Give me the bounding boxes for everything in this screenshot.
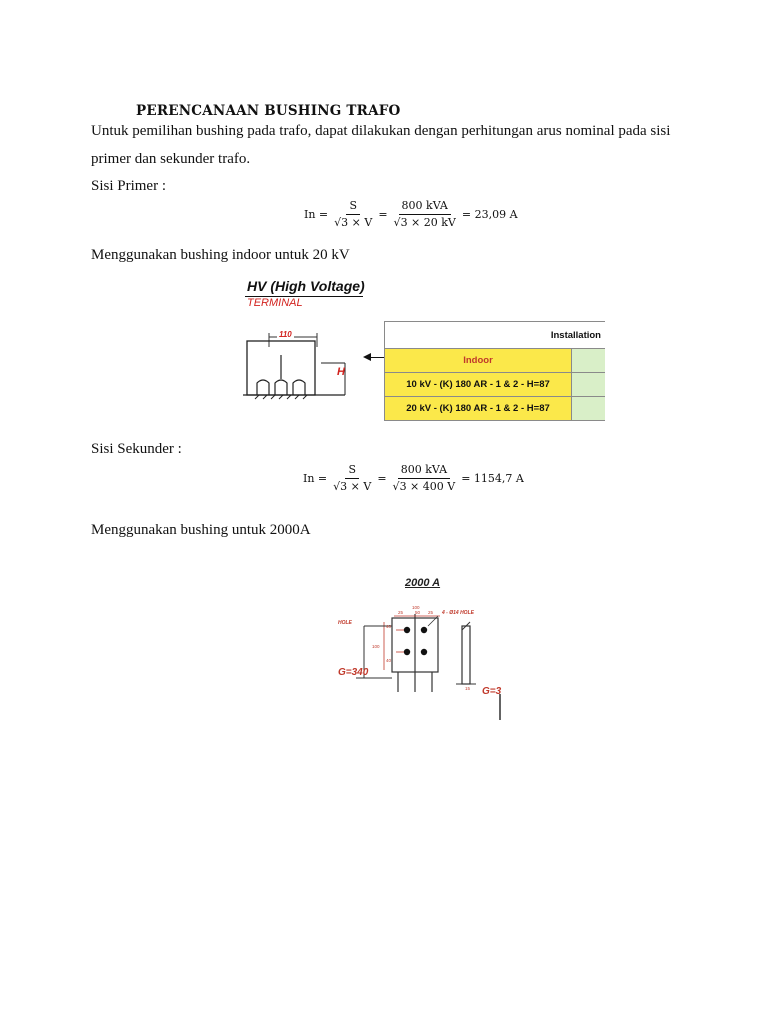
table-cell [572,397,606,421]
installation-table [384,321,605,421]
arrow-left-icon [363,353,371,361]
secondary-formula [303,463,524,494]
fraction-numerator: S [346,199,360,215]
hv-figure-subtitle: TERMINAL [247,297,303,309]
fraction-numerator: 800 kVA [399,199,451,215]
dim-top-1: 100 [412,605,420,610]
secondary-note: Menggunakan bushing untuk 2000A [91,522,311,538]
table-header: Installation [385,322,606,349]
fraction-numerator: 800 kVA [398,463,450,479]
lv-figure-title: 2000 A [405,577,441,589]
document-title: PERENCANAAN BUSHING TRAFO [136,103,401,119]
fraction-denominator: √3 × V [334,216,373,229]
formula-lhs: In = [303,472,328,485]
formula-result: = 23,09 A [461,208,518,221]
formula-equals: = [378,208,388,221]
dim-top-2: 50 [415,610,421,615]
dim-top-3: 25 [428,610,434,615]
intro-line-1: Untuk pemilihan bushing pada trafo, dapat dilakukan dengan perhitungan arus nominal pada sisi [91,123,671,139]
dim-top-0: 25 [398,610,404,615]
dim-side-0: 40 [386,624,392,629]
formula-fraction-2 [391,199,459,230]
hv-figure-title: HV (High Voltage) [247,278,365,294]
hole-left-label: HOLE [338,620,352,626]
primary-note: Menggunakan bushing indoor untuk 20 kV [91,247,350,263]
table-cell [572,373,606,397]
g-left-label: G=340 [338,667,369,678]
indoor-cell: Indoor [385,349,572,373]
fraction-numerator: S [345,463,359,479]
formula-fraction-1 [330,463,374,494]
hole-label: 4 - Ø14 HOLE [442,610,474,616]
fraction-denominator: √3 × V [333,480,372,493]
table-row: 10 kV - (K) 180 AR - 1 & 2 - H=87 [385,373,572,397]
hv-terminal-drawing [233,321,383,411]
dim-side-2: 40 [386,658,392,663]
formula-result: = 1154,7 A [461,472,524,485]
g-right-label: G=3 [482,686,502,697]
sqrt-icon: √ [392,480,400,493]
fraction-denominator: √3 × 20 kV [393,216,456,229]
width-dimension: 110 [279,330,292,339]
dim-side-1: 100 [372,644,380,649]
lv-terminal-figure [336,574,504,722]
sqrt-icon: √ [334,216,342,229]
table-cell [572,349,606,373]
table-row: 20 kV - (K) 180 AR - 1 & 2 - H=87 [385,397,572,421]
height-dimension: H [337,366,345,378]
primary-formula [304,199,518,230]
secondary-label: Sisi Sekunder : [91,441,182,457]
formula-fraction-1 [331,199,375,230]
formula-equals: = [377,472,387,485]
sqrt-icon: √ [333,480,341,493]
formula-fraction-2 [390,463,459,494]
lv-terminal-drawing [336,574,504,722]
fraction-denominator: √3 × 400 V [392,480,456,493]
hv-terminal-figure [233,273,605,433]
primary-label: Sisi Primer : [91,178,167,194]
sqrt-icon: √ [393,216,401,229]
formula-lhs: In = [304,208,329,221]
intro-line-2: primer dan sekunder trafo. [91,151,251,167]
dim-bottom: 15 [465,686,471,691]
